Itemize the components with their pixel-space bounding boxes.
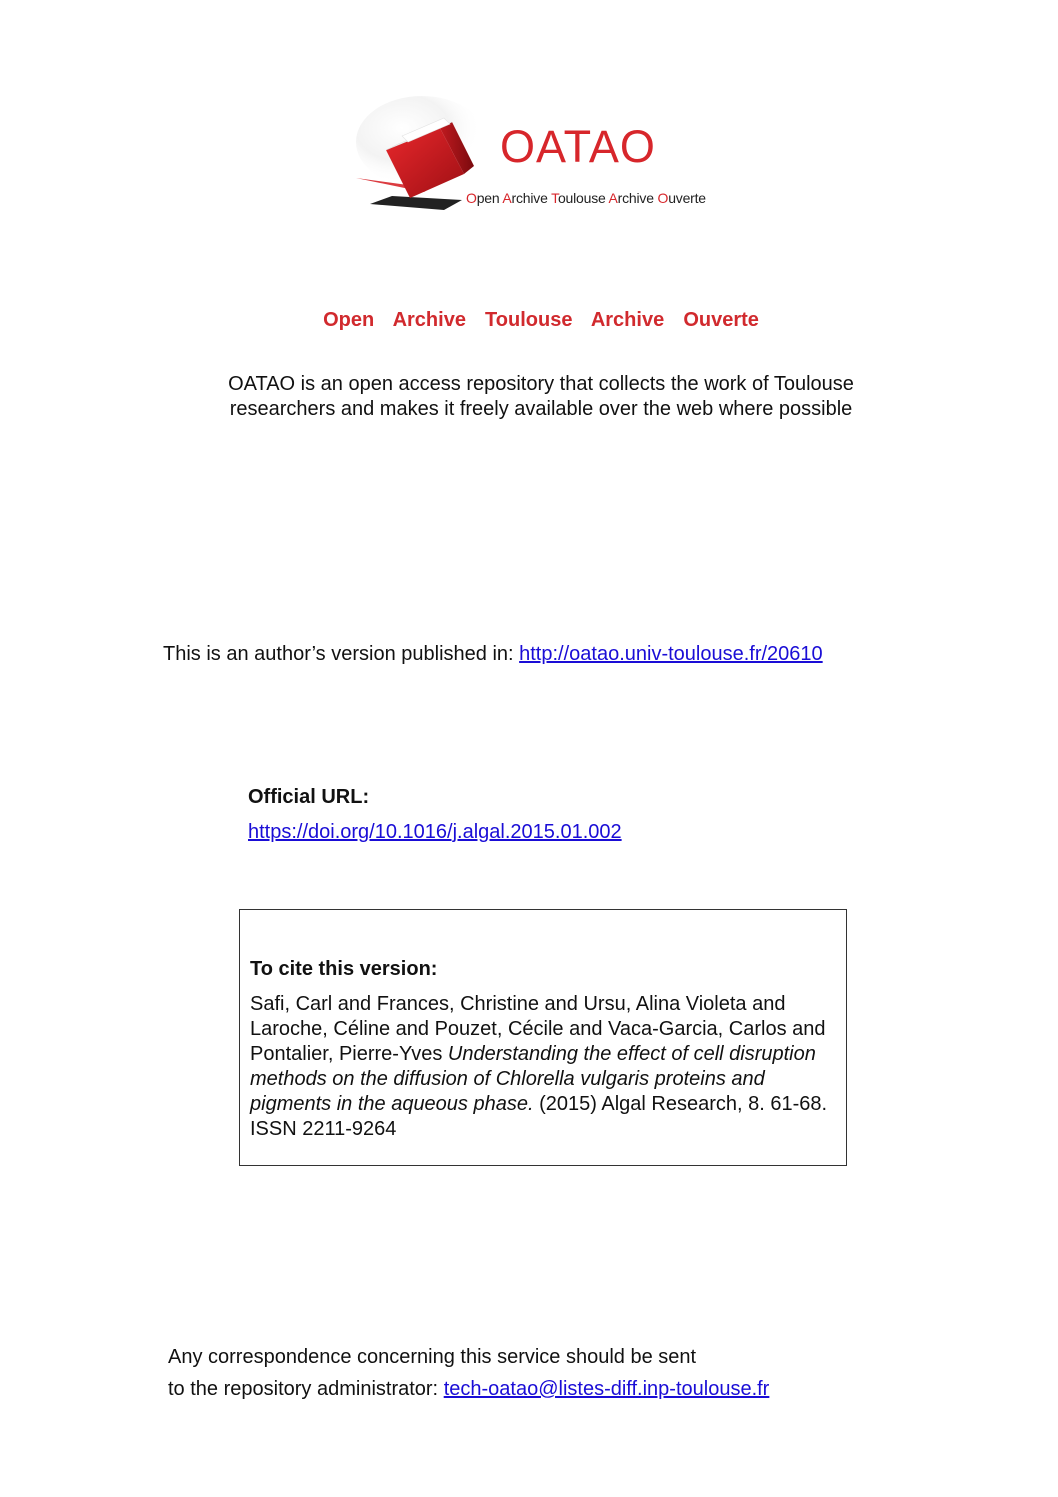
correspondence-line-2 [168,1378,769,1401]
repository-heading: Open Archive Toulouse Archive Ouverte [323,309,759,331]
correspondence-line-1: Any correspondence concerning this service should be sent [168,1346,697,1368]
intro-line-2: researchers and makes it freely available over the web where possible [229,398,853,420]
version-link[interactable]: http://oatao.univ-toulouse.fr/20610 [519,643,823,665]
admin-email-link[interactable]: tech-oatao@listes-diff.inp-toulouse.fr [443,1378,770,1400]
citation-title: To cite this version: [250,958,438,980]
citation-article-title: Understanding the effect of cell disruption methods on the diffusion of Chlorella vulgaris proteins and pigments in the aqueous phase. [250,1043,816,1115]
citation-details: (2015) Algal Research, 8. 61-68. ISSN 2211-9264 [250,1093,828,1140]
intro-line-1: OATAO is an open access repository that collects the work of Toulouse [228,373,854,395]
logo-tagline: Open Archive Toulouse Archive Ouverte [466,190,706,206]
citation-text [250,992,840,1142]
intro-text [0,372,1058,422]
correspondence-prefix: to the repository administrator: [168,1378,444,1400]
oatao-logo [352,92,732,214]
official-url-label: Official URL: [248,786,370,808]
version-prefix: This is an author’s version published in: [163,643,520,665]
version-statement [163,643,823,666]
citation-authors: Safi, Carl and Frances, Christine and Ursu, Alina Violeta and Laroche, Céline and Pouzet, Cécile and Vaca-Garcia, Carlos and Pontalier, Pierre-Yves [250,993,826,1065]
logo-wordmark: OATAO [500,121,656,172]
official-url-link[interactable]: https://doi.org/10.1016/j.algal.2015.01.002 [248,821,622,843]
official-url [248,821,622,844]
